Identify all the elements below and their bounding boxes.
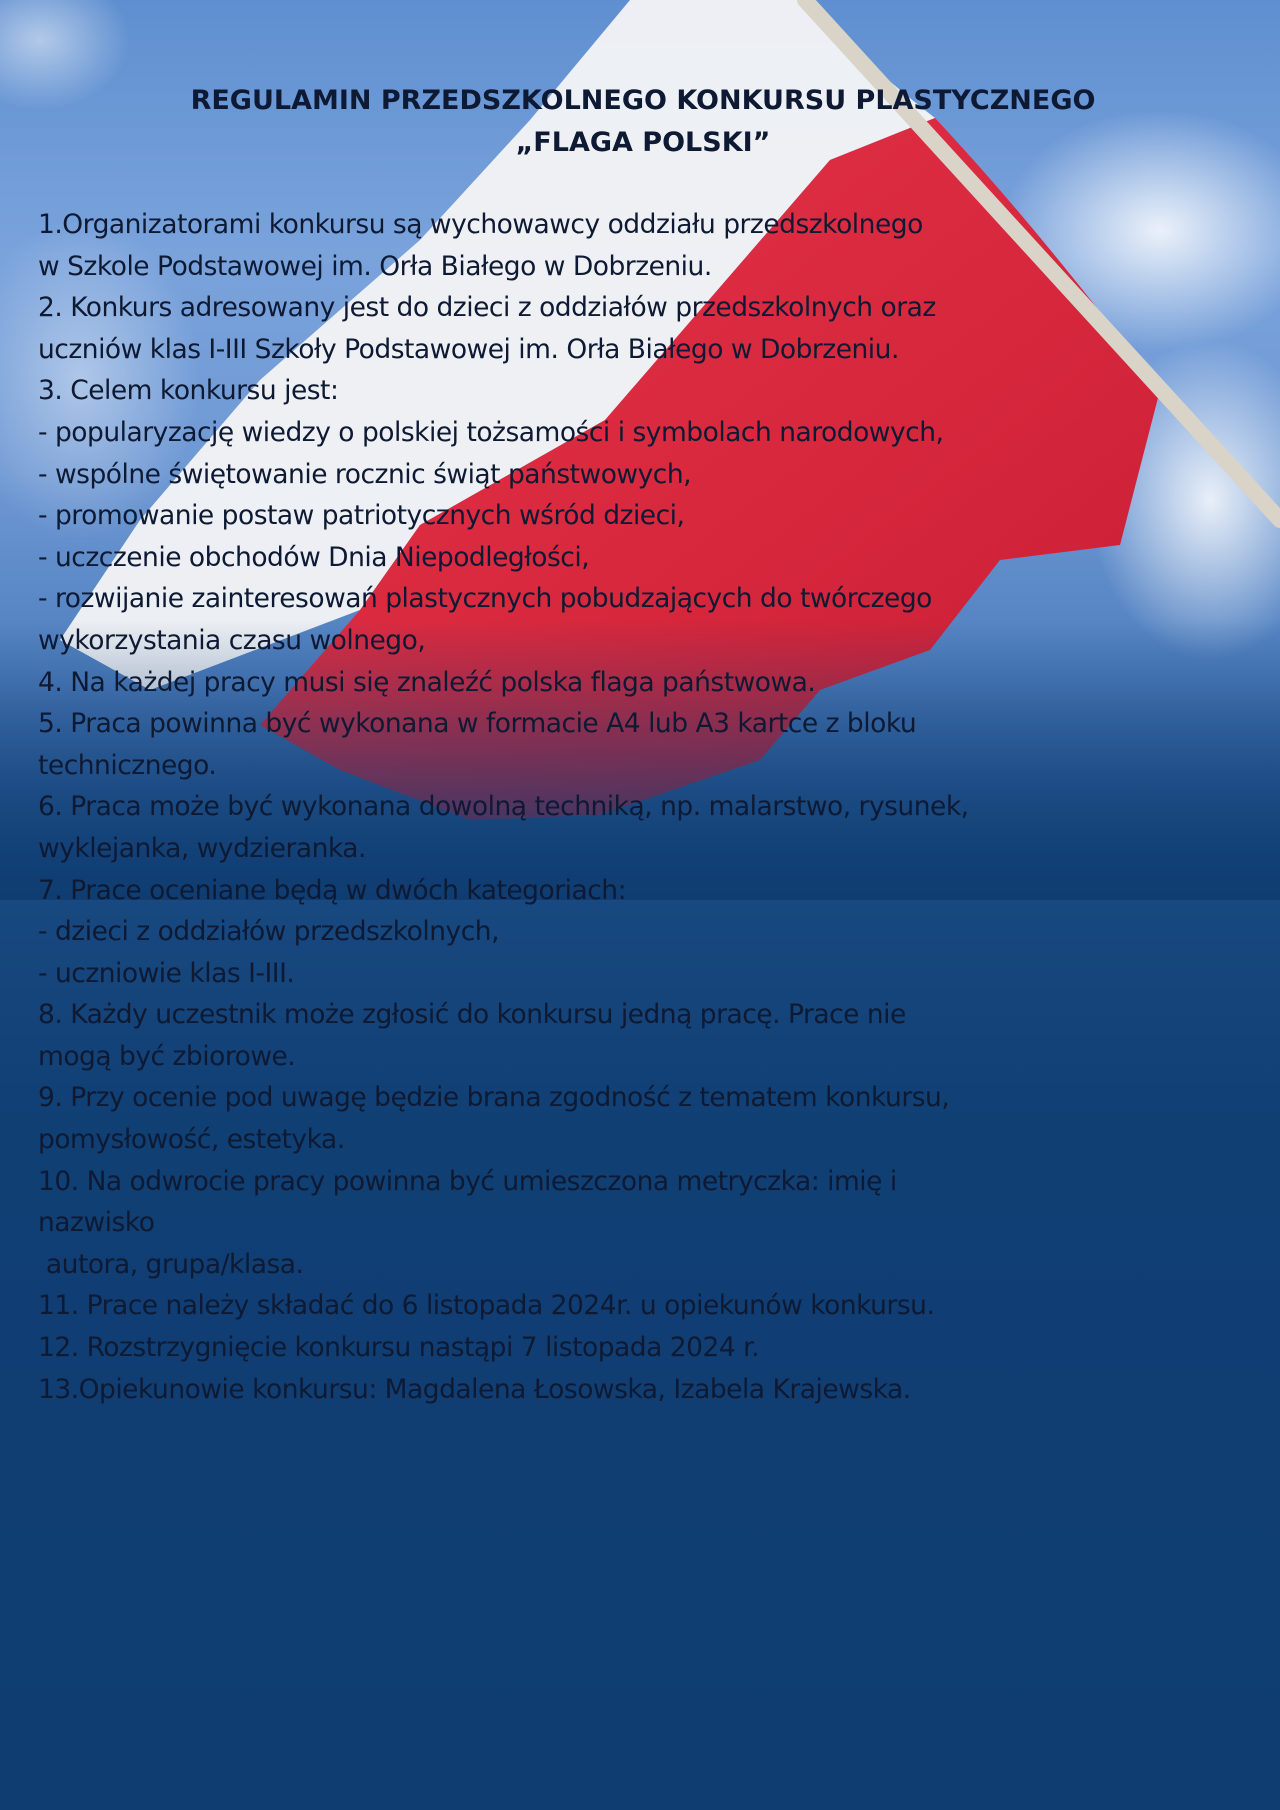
- text-line: wyklejanka, wydzieranka.: [38, 832, 366, 864]
- text-line: wykorzystania czasu wolnego,: [38, 624, 426, 656]
- text-line: 9. Przy ocenie pod uwagę będzie brana zgodność z tematem konkursu,: [38, 1082, 950, 1114]
- text-line: 8. Każdy uczestnik może zgłosić do konkursu jedną pracę. Prace nie: [38, 999, 906, 1031]
- regulation-document: [38, 80, 1248, 1410]
- title-line: „FLAGA POLSKI”: [515, 127, 771, 158]
- text-line: 7. Prace oceniane będą w dwóch kategoriach:: [38, 874, 626, 906]
- text-line: - uczczenie obchodów Dnia Niepodległości,: [38, 541, 590, 573]
- text-line: pomysłowość, estetyka.: [38, 1124, 345, 1156]
- text-line: - rozwijanie zainteresowań plastycznych pobudzających do twórczego: [38, 583, 932, 615]
- text-line: 13.Opiekunowie konkursu: Magdalena Łosowska, Izabela Krajewska.: [38, 1373, 911, 1405]
- text-line: nazwisko: [38, 1207, 155, 1239]
- text-line: 10. Na odwrocie pracy powinna być umieszczona metryczka: imię i: [38, 1165, 897, 1197]
- text-line: - dzieci z oddziałów przedszkolnych,: [38, 916, 499, 948]
- text-line: autora, grupa/klasa.: [38, 1248, 304, 1280]
- title-line: REGULAMIN PRZEDSZKOLNEGO KONKURSU PLASTYCZNEGO: [190, 85, 1096, 116]
- document-title: [38, 80, 1248, 164]
- text-line: 1.Organizatorami konkursu są wychowawcy oddziału przedszkolnego: [38, 209, 923, 240]
- text-line: 12. Rozstrzygnięcie konkursu nastąpi 7 listopada 2024 r.: [38, 1332, 759, 1364]
- text-line: 5. Praca powinna być wykonana w formacie A4 lub A3 kartce z bloku: [38, 708, 917, 740]
- text-line: 3. Celem konkursu jest:: [38, 375, 339, 407]
- text-line: 6. Praca może być wykonana dowolną techniką, np. malarstwo, rysunek,: [38, 791, 969, 823]
- regulation-text: [38, 204, 1248, 1410]
- text-line: 2. Konkurs adresowany jest do dzieci z oddziałów przedszkolnych oraz: [38, 292, 936, 324]
- text-line: 4. Na każdej pracy musi się znaleźć polska flaga państwowa.: [38, 666, 816, 698]
- text-line: - popularyzację wiedzy o polskiej tożsamości i symbolach narodowych,: [38, 416, 944, 448]
- text-line: w Szkole Podstawowej im. Orła Białego w Dobrzeniu.: [38, 250, 712, 282]
- text-line: - wspólne świętowanie rocznic świąt państwowych,: [38, 458, 692, 490]
- text-line: uczniów klas I-III Szkoły Podstawowej im. Orła Białego w Dobrzeniu.: [38, 333, 899, 365]
- text-line: technicznego.: [38, 749, 217, 781]
- text-line: - uczniowie klas I-III.: [38, 957, 295, 989]
- text-line: mogą być zbiorowe.: [38, 1040, 296, 1072]
- text-line: 11. Prace należy składać do 6 listopada 2024r. u opiekunów konkursu.: [38, 1290, 935, 1322]
- text-line: - promowanie postaw patriotycznych wśród dzieci,: [38, 500, 685, 532]
